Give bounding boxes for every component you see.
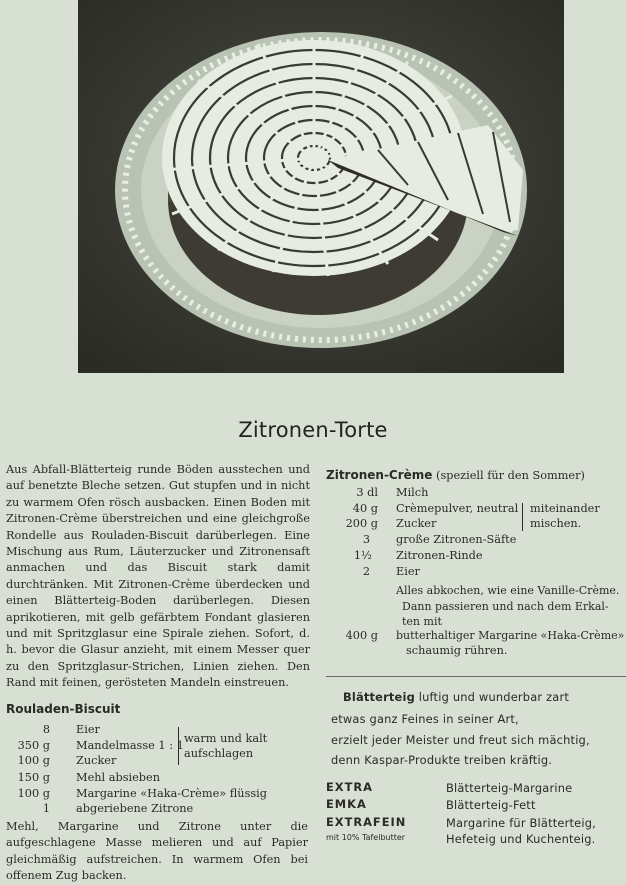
ingredient-row: 350 g Mandelmasse 1 : 1 [17,739,184,752]
brace-note: warm und kalt [184,732,268,745]
creme-instruction: schaumig rühren. [406,644,508,657]
brace-note: aufschlagen [184,747,254,760]
product-desc: Blätterteig-Fett [446,798,536,812]
ingredient-row: 8 Eier [42,723,100,736]
ingredient-row: 150 g Mehl absieben [17,771,160,784]
creme-note: (speziell für den Sommer) [436,469,585,482]
page-title: Zitronen-Torte [238,418,388,442]
product-name: EXTRAFEIN [326,815,407,829]
product-name: EMKA [326,797,367,811]
cake-illustration [78,0,564,373]
ingredient-row: 3 dl Milch [356,486,429,499]
ad-line: etwas ganz Feines in seiner Art, [331,712,519,726]
ingredient-row: 100 g Margarine «Haka-Crème» flüssig [17,787,268,800]
ad-line: Blätterteig luftig und wunderbar zart [343,690,570,704]
ad-highlight: Blätterteig [343,690,415,704]
ingredient-row: 400 g butterhaltiger Margarine «Haka-Crème» [345,629,625,642]
biscuit-heading: Rouladen-Biscuit [6,702,121,716]
divider [326,676,626,677]
ingredient-row: 40 g Crèmepulver, neutral [352,502,519,515]
method-column [6,462,310,692]
ingredient-row: 100 g Zucker [17,754,117,767]
ingredient-row: 1½ Zitronen-Rinde [353,549,483,562]
ingredient-row: 3 große Zitronen-Säfte [362,533,517,546]
creme-instruction: Alles abkochen, wie eine Vanille-Crème. [396,584,620,597]
ad-line: erzielt jeder Meister und freut sich mächtig, [331,733,590,747]
product-desc: Margarine für Blätterteig, [446,816,597,830]
ingredient-row: 200 g Zucker [345,517,437,530]
ingredient-row: 2 Eier [362,565,420,578]
method-text: Aus Abfall-Blätterteig runde Böden ausstechen und auf benetzte Bleche setzen. Gut stupfen und in nicht zu warmem Ofen rösch ausbacken. Einen Boden mit Zitronen-Crème überstreichen und eine gleichgroße Rondelle aus Rouladen-Biscuit darüberlegen. Eine Mischung aus Rum, Läuterzucker und Zitronensaft anmachen und das Biscuit stark damit durchtränken. Mit Zitronen-Crème überdecken und einen Blätterteig-Boden darüberlegen. Diesen aprikotieren, mit gelb gefärbtem Fondant glasieren und mit Spritzglasur eine Spirale ziehen. Sofort, d. h. bevor die Glasur anzieht, mit einem Messer quer zu den Spritzglasur-Strichen, Linien ziehen. Den Rand mit feinen, gerösteten Mandeln einstreuen. [6,463,310,690]
creme-instruction: Dann passieren und nach dem Erkal- [402,600,609,613]
product-desc: Blätterteig-Margarine [446,781,573,795]
creme-heading-line [326,468,585,484]
product-subnote: mit 10% Tafelbutter [326,833,406,842]
brace-line [178,727,179,765]
product-desc: Hefeteig und Kuchenteig. [446,832,596,846]
brace-line [522,503,523,531]
brace-note: miteinander [530,502,600,515]
biscuit-method: Mehl, Margarine und Zitrone unter die aufgeschlagene Masse melieren und auf Papier gleichmäßig aufstreichen. In warmem Ofen bei offenem Zug backen. [6,820,308,883]
brace-note: mischen. [530,517,582,530]
product-name: EXTRA [326,780,373,794]
creme-instruction: ten mit [402,615,442,628]
creme-heading: Zitronen-Crème [326,468,433,482]
ad-line: denn Kaspar-Produkte treiben kräftig. [331,753,553,767]
ingredient-row: 1 abgeriebene Zitrone [42,802,194,815]
cake-photo [78,0,564,373]
